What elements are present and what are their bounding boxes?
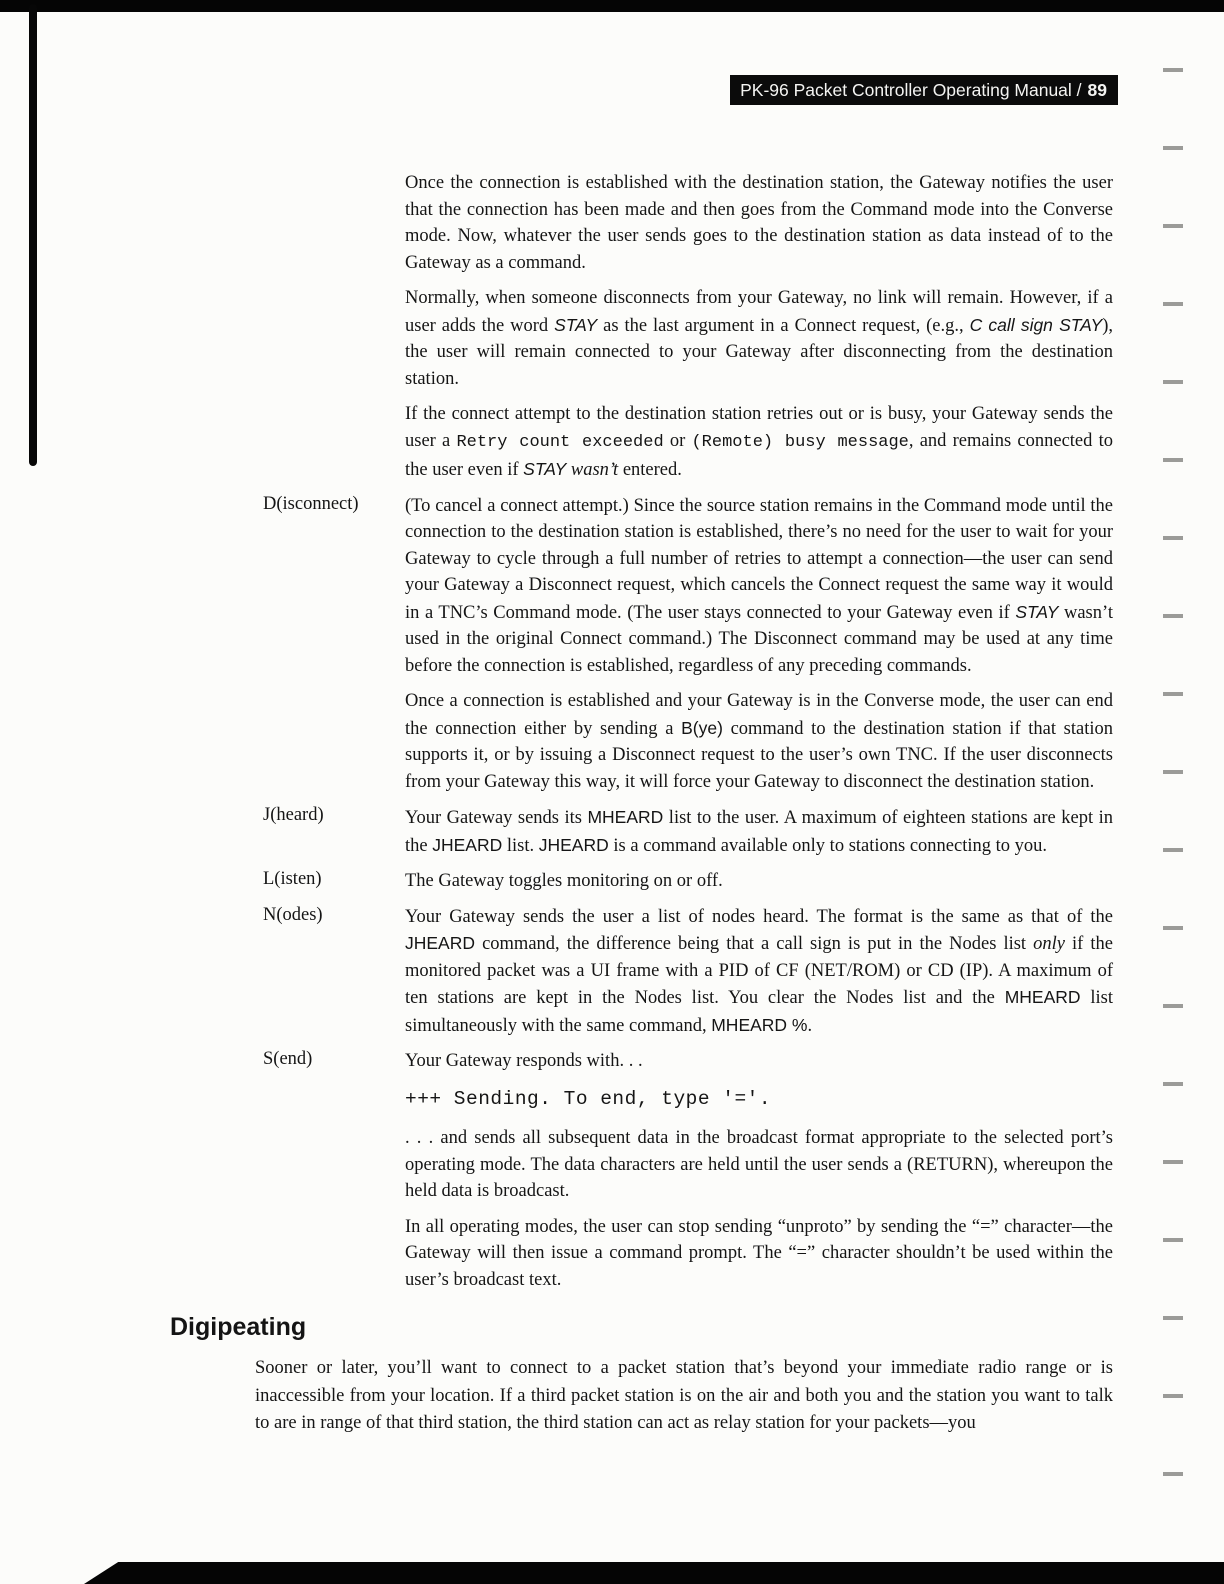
text-run: if the monitored packet was a UI frame with a PID of CF (NET/ROM) or CD (IP). A maximum of ten stations are kept in the Nodes list. You clear the Nodes list and the [405, 934, 1113, 1008]
text-run: or [663, 430, 692, 451]
text-run: Your Gateway responds with. . . [405, 1051, 643, 1071]
text-run: STAY [523, 459, 567, 479]
text-run: Retry count exceeded [456, 432, 664, 452]
command-label-disconnect: D(isconnect) [263, 493, 359, 514]
page-header-bar [730, 75, 1118, 105]
command-label [263, 1214, 405, 1294]
text-run: MHEARD [1004, 987, 1081, 1007]
text-run: wasn’t used in the original Connect command.) The Disconnect command may be used at any time before the connection is established, regardless of any preceding commands. [405, 602, 1113, 676]
paragraph [405, 401, 1113, 484]
text-run: STAY [554, 314, 598, 335]
paragraph [405, 688, 1113, 795]
text-run: Once the connection is established with the destination station, the Gateway notifies the user that the connection has been made and then goes from the Command mode into the Converse mode. Now, whatever the user sends goes to the destination station as data instead of to the Gateway as a command. [405, 173, 1113, 273]
text-run: list simultaneously with the same command, [405, 988, 1113, 1036]
text-run: B(ye) [681, 717, 723, 738]
text-run: MHEARD % [711, 1014, 808, 1035]
text-run: JHEARD [405, 933, 476, 953]
paragraph-block [0, 688, 1224, 795]
command-label-send: S(end) [263, 1049, 313, 1069]
text-run: . [807, 1015, 813, 1036]
scan-artifact-top-edge [0, 0, 1224, 12]
text-run: Once a connection is established and your Gateway is in the Converse mode, the user can end the connection either by sending a [405, 691, 1113, 739]
paragraph-block [0, 170, 1224, 276]
paragraph-block [0, 401, 1224, 484]
text-run: entered. [618, 460, 682, 480]
text-run: as the last argument in a Connect request, (e.g., [597, 315, 970, 336]
text-run: (Remote) busy message [691, 432, 909, 452]
text-run: C call sign STAY [969, 314, 1103, 335]
paragraph-block [0, 904, 1224, 1040]
paragraph [405, 1214, 1113, 1294]
text-run: wasn’t [566, 460, 619, 480]
paragraph [405, 285, 1113, 392]
paragraph-block [0, 285, 1224, 392]
command-label [263, 1125, 405, 1205]
command-label [263, 170, 405, 276]
text-run: . . . and sends all subsequent data in the broadcast format appropriate to the selected port’s operating mode. The data characters are held until the user sends a (RETURN), whereupon the held data is broadcast. [405, 1128, 1113, 1201]
text-run: is a command available only to stations connecting to you. [608, 835, 1048, 856]
closing-paragraph [255, 1355, 1113, 1438]
command-label-listen: L(isten) [263, 869, 322, 889]
text-run: If the connect attempt to the destination station retries out or is busy, your Gateway sends the user a [405, 404, 1113, 451]
paragraph-block [0, 1084, 1224, 1117]
text-run: The Gateway toggles monitoring on or off. [405, 871, 723, 891]
text-run: , and remains connected to the user even if [405, 430, 1113, 480]
paragraph [405, 904, 1113, 1040]
text-run: Sooner or later, you’ll want to connect to a packet station that’s beyond your immediate radio range or is inaccessible from your location. If a third packet station is on the air and both you and the station you want to talk to are in range of that third station, the third station can act as relay station for your packets—you [255, 1358, 1113, 1433]
page-body [0, 170, 1224, 1438]
text-run: list to the user. A maximum of eighteen stations are kept in the [405, 808, 1113, 856]
paragraph-block [0, 1214, 1224, 1294]
text-run: list. [502, 835, 539, 856]
terminal-output-line [405, 1086, 1113, 1113]
scan-artifact-bottom-edge [84, 1562, 1224, 1584]
command-label-jheard: J(heard) [263, 805, 324, 825]
paragraph-block [0, 493, 1224, 680]
paragraph [405, 804, 1113, 859]
page-number: 89 [1087, 79, 1107, 100]
paragraph [405, 868, 1113, 895]
text-run: JHEARD [432, 834, 503, 855]
paragraph-block [0, 1048, 1224, 1075]
text-run: Your Gateway sends its [405, 808, 588, 828]
paragraph [405, 493, 1113, 680]
text-run: In all operating modes, the user can stop sending “unproto” by sending the “=” character—the Gateway will then issue a command prompt. The “=” character shouldn’t be used within the user’s broadcast text. [405, 1216, 1113, 1290]
paragraph-block [0, 868, 1224, 895]
text-run: JHEARD [538, 834, 609, 855]
command-label [263, 688, 405, 795]
paragraph [405, 1125, 1113, 1205]
text-run: +++ Sending. To end, type '='. [405, 1087, 772, 1110]
text-run: (To cancel a connect attempt.) Since the source station remains in the Command mode until the connection to the destination station is established, there’s no need for the user to wait for your Gateway to cycle through a full number of retries to attempt a connection—the user can send your Gateway a Disconnect request, which cancels the Connect request the same way it would in a TNC’s Command mode. (The user stays connected to your Gateway even if [405, 495, 1113, 623]
command-label [263, 401, 405, 484]
paragraph-block [0, 804, 1224, 859]
text-run: only [1033, 934, 1065, 954]
text-run: Normally, when someone disconnects from your Gateway, no link will remain. However, if a user adds the word [405, 288, 1113, 336]
text-run: MHEARD [587, 807, 664, 827]
text-run: command, the difference being that a call sign is put in the Nodes list [475, 934, 1034, 954]
text-run: ), the user will remain connected to your Gateway after disconnecting from the destination station. [405, 315, 1113, 389]
text-run: STAY [1015, 601, 1059, 622]
header-title: PK-96 Packet Controller Operating Manual / [740, 79, 1082, 100]
command-label [263, 1084, 405, 1117]
paragraph-block [0, 1125, 1224, 1205]
text-run: command to the destination station if that station supports it, or by issuing a Disconnect request to the user’s own TNC. If the user disconnects from your Gateway this way, it will force your Gateway to disconnect the destination station. [405, 718, 1114, 792]
command-label [263, 285, 405, 392]
section-heading: Digipeating [170, 1313, 307, 1341]
paragraph [405, 1048, 1113, 1075]
command-label-nodes: N(odes) [263, 904, 323, 925]
paragraph [405, 170, 1113, 276]
text-run: Your Gateway sends the user a list of nodes heard. The format is the same as that of the [405, 906, 1113, 927]
